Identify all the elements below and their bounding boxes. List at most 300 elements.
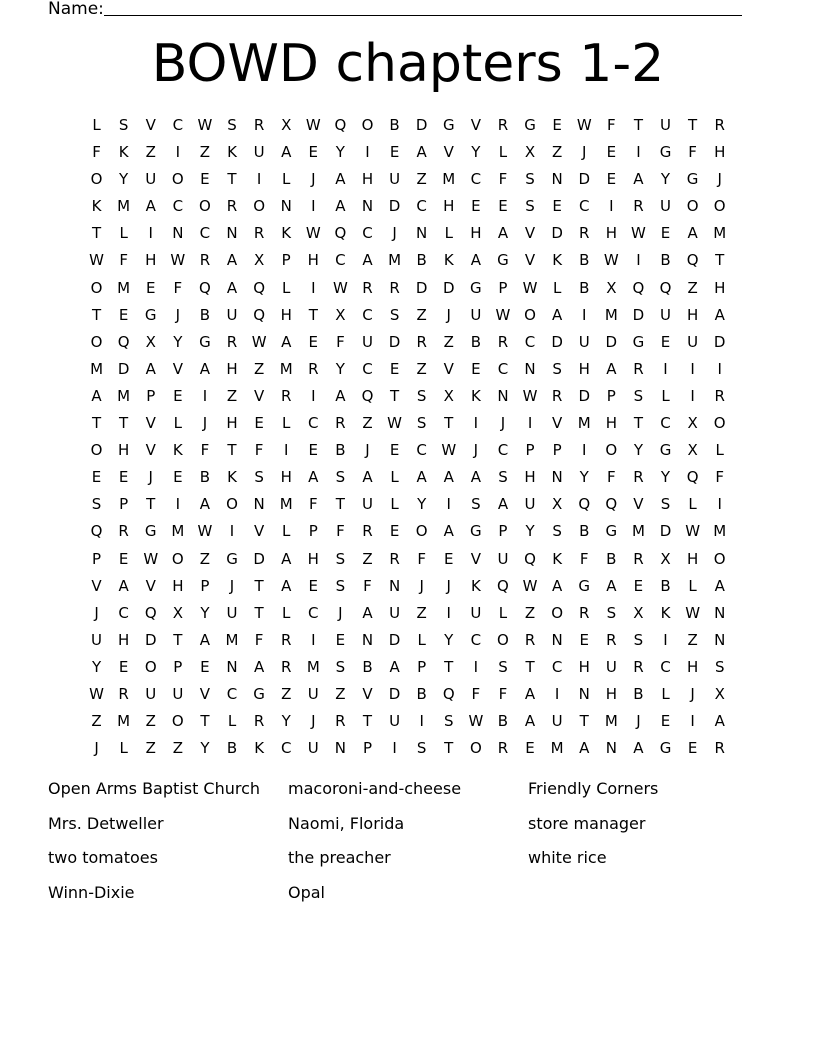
grid-letter[interactable]: A [281,576,292,595]
grid-letter[interactable]: H [280,305,292,324]
grid-letter[interactable]: F [688,143,697,162]
grid-letter[interactable]: K [281,224,292,243]
grid-letter[interactable]: S [633,386,644,405]
grid-letter[interactable]: C [524,332,536,351]
grid-letter[interactable]: C [308,414,319,433]
grid-letter[interactable]: Z [145,143,156,162]
grid-letter[interactable]: H [605,684,617,703]
grid-letter[interactable]: Z [335,684,346,703]
grid-letter[interactable]: V [199,684,211,703]
grid-letter[interactable]: L [661,386,670,405]
grid-letter[interactable]: T [308,305,318,324]
grid-letter[interactable]: L [282,170,291,189]
grid-letter[interactable]: B [389,116,400,134]
grid-letter[interactable]: A [633,739,644,758]
grid-letter[interactable]: K [172,441,183,460]
grid-letter[interactable]: N [524,359,536,378]
grid-letter[interactable]: U [389,170,401,189]
grid-letter[interactable]: D [144,630,157,649]
grid-letter[interactable]: O [90,441,103,460]
grid-letter[interactable]: E [525,739,535,758]
grid-letter[interactable]: G [253,684,265,703]
grid-letter[interactable]: D [632,305,645,324]
grid-letter[interactable]: A [145,359,156,378]
grid-letter[interactable]: U [226,305,238,324]
grid-letter[interactable]: E [687,739,698,758]
grid-letter[interactable]: X [552,495,563,514]
grid-letter[interactable]: I [148,224,153,243]
grid-letter[interactable]: V [524,251,536,270]
grid-letter[interactable]: Z [687,278,698,297]
grid-letter[interactable]: B [660,576,671,595]
grid-letter[interactable]: R [714,739,725,758]
grid-letter[interactable]: U [91,630,103,649]
grid-letter[interactable]: D [659,522,672,541]
grid-letter[interactable]: I [256,170,262,189]
grid-letter[interactable]: O [90,278,103,297]
grid-letter[interactable]: X [687,414,698,433]
grid-letter[interactable]: W [251,332,267,351]
grid-letter[interactable]: A [714,576,725,595]
grid-letter[interactable]: A [145,197,156,216]
grid-letter[interactable]: D [253,549,265,568]
grid-letter[interactable]: C [416,197,427,216]
grid-letter[interactable]: R [633,468,644,487]
grid-letter[interactable]: O [713,197,726,216]
grid-letter[interactable]: I [663,359,668,378]
grid-letter[interactable]: Z [145,739,156,758]
grid-letter[interactable]: H [578,657,590,676]
grid-letter[interactable]: Y [173,332,183,351]
grid-letter[interactable]: N [551,170,563,189]
grid-letter[interactable]: H [714,143,726,162]
grid-letter[interactable]: D [388,197,401,216]
grid-letter[interactable]: L [390,495,399,514]
grid-letter[interactable]: E [633,576,644,595]
grid-letter[interactable]: X [633,603,644,622]
grid-letter[interactable]: C [335,251,346,270]
grid-letter[interactable]: A [362,603,373,622]
grid-letter[interactable]: P [146,386,156,405]
grid-letter[interactable]: T [715,251,725,270]
grid-letter[interactable]: U [389,603,401,622]
grid-letter[interactable]: J [392,224,397,243]
grid-letter[interactable]: V [145,116,156,134]
grid-letter[interactable]: A [714,305,725,324]
grid-letter[interactable]: E [173,468,183,487]
grid-letter[interactable]: R [280,386,292,405]
grid-letter[interactable]: K [552,549,563,568]
grid-letter[interactable]: J [311,712,316,731]
grid-letter[interactable]: B [470,332,481,351]
grid-letter[interactable]: J [419,576,424,595]
grid-letter[interactable]: Q [334,116,347,134]
grid-letter[interactable]: H [118,630,130,649]
grid-letter[interactable]: W [89,251,104,270]
grid-letter[interactable]: R [362,522,373,541]
grid-letter[interactable]: V [362,684,373,703]
grid-letter[interactable]: X [660,549,671,568]
grid-letter[interactable]: C [308,603,319,622]
grid-letter[interactable]: C [660,657,671,676]
grid-letter[interactable]: F [471,684,481,703]
grid-letter[interactable]: S [660,495,671,514]
grid-letter[interactable]: A [470,251,481,270]
grid-letter[interactable]: S [444,712,454,731]
grid-letter[interactable]: U [145,170,157,189]
grid-letter[interactable]: A [226,278,238,297]
grid-letter[interactable]: G [659,441,672,460]
grid-letter[interactable]: G [144,522,157,541]
grid-letter[interactable]: R [714,386,725,405]
grid-letter[interactable]: T [362,712,373,731]
grid-letter[interactable]: F [607,468,616,487]
grid-letter[interactable]: F [119,251,128,270]
grid-letter[interactable]: I [636,251,641,270]
grid-letter[interactable]: B [416,684,427,703]
grid-letter[interactable]: C [362,359,373,378]
grid-letter[interactable]: K [443,251,454,270]
grid-letter[interactable]: P [200,576,210,595]
grid-letter[interactable]: K [227,468,237,487]
grid-letter[interactable]: A [470,468,481,487]
grid-letter[interactable]: S [525,197,535,216]
grid-letter[interactable]: E [200,657,210,676]
grid-letter[interactable]: F [498,684,508,703]
grid-letter[interactable]: T [444,739,454,758]
grid-letter[interactable]: D [415,278,428,297]
grid-letter[interactable]: T [444,657,454,676]
grid-letter[interactable]: H [686,657,699,676]
grid-letter[interactable]: S [254,468,264,487]
grid-letter[interactable]: B [199,468,211,487]
grid-letter[interactable]: J [202,414,208,433]
grid-letter[interactable]: R [497,116,509,134]
grid-letter[interactable]: E [389,359,400,378]
grid-letter[interactable]: L [282,278,291,297]
grid-letter[interactable]: B [579,251,590,270]
grid-letter[interactable]: Q [605,495,618,514]
grid-letter[interactable]: R [335,712,346,731]
grid-letter[interactable]: Z [524,603,536,622]
grid-letter[interactable]: N [226,657,238,676]
grid-letter[interactable]: R [389,278,400,297]
grid-letter[interactable]: O [497,630,509,649]
grid-letter[interactable]: Z [362,414,373,433]
grid-letter[interactable]: H [524,468,536,487]
grid-letter[interactable]: Y [660,468,671,487]
grid-letter[interactable]: I [365,143,370,162]
grid-letter[interactable]: X [281,116,292,134]
grid-letter[interactable]: R [524,630,536,649]
grid-letter[interactable]: Q [497,576,509,595]
grid-letter[interactable]: T [227,170,237,189]
grid-letter[interactable]: G [497,251,509,270]
name-line[interactable] [104,15,742,16]
grid-letter[interactable]: A [226,251,238,270]
grid-letter[interactable]: F [200,441,210,460]
grid-letter[interactable]: U [470,305,482,324]
grid-letter[interactable]: N [172,224,184,243]
grid-letter[interactable]: E [389,143,400,162]
grid-letter[interactable]: Y [471,143,481,162]
grid-letter[interactable]: S [118,116,129,134]
grid-letter[interactable]: S [389,305,400,324]
grid-letter[interactable]: A [524,712,536,731]
grid-letter[interactable]: Y [91,657,102,676]
grid-letter[interactable]: U [551,712,563,731]
grid-letter[interactable]: W [495,305,511,324]
grid-letter[interactable]: B [362,657,373,676]
grid-letter[interactable]: C [470,170,482,189]
grid-letter[interactable]: H [145,251,157,270]
grid-letter[interactable]: W [332,278,348,297]
grid-letter[interactable]: A [606,576,617,595]
grid-letter[interactable]: T [227,441,237,460]
grid-letter[interactable]: R [633,197,644,216]
grid-letter[interactable]: E [118,657,129,676]
grid-letter[interactable]: V [145,441,156,460]
grid-letter[interactable]: M [604,305,618,324]
grid-letter[interactable]: D [388,684,401,703]
grid-letter[interactable]: Q [442,684,455,703]
grid-letter[interactable]: O [199,197,211,216]
grid-letter[interactable]: P [525,441,535,460]
grid-letter[interactable]: W [468,712,484,731]
grid-letter[interactable]: A [199,630,211,649]
grid-letter[interactable]: U [578,332,590,351]
grid-letter[interactable]: B [226,739,238,758]
grid-letter[interactable]: A [362,251,373,270]
grid-letter[interactable]: A [253,657,265,676]
grid-letter[interactable]: H [307,251,319,270]
grid-letter[interactable]: J [473,441,479,460]
grid-letter[interactable]: H [226,414,238,433]
grid-letter[interactable]: A [416,468,427,487]
grid-letter[interactable]: Z [172,739,183,758]
grid-letter[interactable]: K [660,603,671,622]
grid-letter[interactable]: E [173,386,183,405]
grid-letter[interactable]: C [280,739,292,758]
grid-letter[interactable]: A [281,143,292,162]
grid-letter[interactable]: Q [199,278,211,297]
grid-letter[interactable]: W [305,116,321,134]
grid-letter[interactable]: S [227,116,237,134]
grid-letter[interactable]: A [497,495,509,514]
grid-letter[interactable]: R [280,630,292,649]
grid-letter[interactable]: L [552,278,562,297]
grid-letter[interactable]: Z [416,170,427,189]
grid-letter[interactable]: A [281,549,292,568]
grid-letter[interactable]: Q [253,278,266,297]
grid-letter[interactable]: S [91,495,102,514]
grid-letter[interactable]: N [497,386,509,405]
grid-letter[interactable]: B [579,522,590,541]
grid-letter[interactable]: W [387,414,402,433]
grid-letter[interactable]: R [714,116,725,134]
grid-letter[interactable]: T [389,386,400,405]
grid-letter[interactable]: Z [199,549,211,568]
grid-letter[interactable]: A [552,305,563,324]
grid-letter[interactable]: Y [200,739,210,758]
grid-letter[interactable]: I [392,739,397,758]
grid-letter[interactable]: E [471,359,481,378]
grid-letter[interactable]: L [92,116,101,134]
grid-letter[interactable]: R [253,712,265,731]
grid-letter[interactable]: L [498,603,508,622]
grid-letter[interactable]: A [335,386,346,405]
grid-letter[interactable]: U [361,495,373,514]
grid-letter[interactable]: J [582,143,587,162]
grid-letter[interactable]: Q [117,332,130,351]
grid-letter[interactable]: K [254,739,265,758]
grid-letter[interactable]: Z [253,359,265,378]
grid-letter[interactable]: A [443,522,454,541]
grid-letter[interactable]: A [416,143,427,162]
grid-letter[interactable]: W [576,116,592,134]
grid-letter[interactable]: T [91,414,102,433]
grid-letter[interactable]: A [335,170,346,189]
grid-letter[interactable]: V [470,116,481,134]
grid-letter[interactable]: C [199,224,211,243]
grid-letter[interactable]: E [389,441,400,460]
grid-letter[interactable]: G [686,170,699,189]
grid-letter[interactable]: L [661,684,670,703]
grid-letter[interactable]: C [226,684,238,703]
grid-letter[interactable]: H [118,441,130,460]
grid-letter[interactable]: S [606,603,617,622]
grid-letter[interactable]: L [282,414,291,433]
grid-letter[interactable]: H [226,359,238,378]
grid-letter[interactable]: E [118,468,129,487]
grid-letter[interactable]: U [253,143,265,162]
grid-letter[interactable]: M [117,386,131,405]
grid-letter[interactable]: E [606,143,617,162]
grid-letter[interactable]: V [633,495,644,514]
grid-letter[interactable]: Q [334,224,347,243]
grid-letter[interactable]: J [229,576,235,595]
grid-letter[interactable]: O [171,170,184,189]
grid-letter[interactable]: S [633,630,644,649]
grid-letter[interactable]: L [688,576,697,595]
grid-letter[interactable]: K [470,386,481,405]
grid-letter[interactable]: S [552,522,562,541]
grid-letter[interactable]: A [687,224,698,243]
grid-letter[interactable]: N [361,197,374,216]
grid-letter[interactable]: E [660,712,671,731]
grid-letter[interactable]: T [91,305,102,324]
grid-letter[interactable]: F [92,143,101,162]
grid-letter[interactable]: L [498,143,508,162]
grid-letter[interactable]: E [579,630,589,649]
grid-letter[interactable]: J [500,414,506,433]
grid-letter[interactable]: F [607,116,616,134]
grid-letter[interactable]: S [335,468,346,487]
grid-letter[interactable]: V [443,143,454,162]
grid-letter[interactable]: W [170,251,186,270]
grid-letter[interactable]: F [363,576,372,595]
grid-letter[interactable]: I [690,359,695,378]
grid-letter[interactable]: L [119,739,128,758]
grid-letter[interactable]: L [282,522,291,541]
grid-letter[interactable]: M [713,224,727,243]
grid-letter[interactable]: W [603,251,619,270]
grid-letter[interactable]: A [362,468,373,487]
grid-letter[interactable]: B [199,305,211,324]
grid-letter[interactable]: O [90,332,103,351]
grid-letter[interactable]: F [417,549,426,568]
grid-letter[interactable]: B [579,278,590,297]
grid-letter[interactable]: I [473,657,479,676]
grid-letter[interactable]: U [660,197,671,216]
grid-letter[interactable]: U [145,684,157,703]
grid-letter[interactable]: C [497,441,509,460]
grid-letter[interactable]: W [685,603,701,622]
grid-letter[interactable]: E [660,224,671,243]
grid-letter[interactable]: L [227,712,237,731]
grid-letter[interactable]: R [551,386,563,405]
grid-letter[interactable]: X [172,603,183,622]
grid-letter[interactable]: R [633,657,644,676]
grid-letter[interactable]: R [389,549,400,568]
grid-letter[interactable]: U [307,739,319,758]
grid-letter[interactable]: Q [90,522,103,541]
grid-letter[interactable]: I [175,143,181,162]
grid-letter[interactable]: O [253,197,266,216]
grid-letter[interactable]: Z [281,684,292,703]
grid-letter[interactable]: A [524,684,536,703]
grid-letter[interactable]: Y [281,712,291,731]
grid-letter[interactable]: E [471,197,481,216]
grid-letter[interactable]: J [636,712,641,731]
grid-letter[interactable]: Y [335,359,345,378]
grid-letter[interactable]: O [90,170,103,189]
grid-letter[interactable]: J [446,576,451,595]
grid-letter[interactable]: G [659,143,672,162]
grid-letter[interactable]: C [497,359,509,378]
grid-letter[interactable]: M [279,495,293,514]
grid-letter[interactable]: G [578,576,591,595]
grid-letter[interactable]: O [415,522,428,541]
grid-letter[interactable]: J [446,305,451,324]
grid-letter[interactable]: W [197,522,213,541]
grid-letter[interactable]: Y [444,630,454,649]
grid-letter[interactable]: O [171,712,184,731]
grid-letter[interactable]: M [171,522,185,541]
grid-letter[interactable]: N [551,630,563,649]
grid-letter[interactable]: A [579,739,590,758]
grid-letter[interactable]: W [441,441,457,460]
grid-letter[interactable]: I [690,386,695,405]
grid-letter[interactable]: R [253,224,265,243]
grid-letter[interactable]: R [579,603,590,622]
grid-letter[interactable]: R [633,549,644,568]
grid-letter[interactable]: G [659,739,672,758]
grid-letter[interactable]: V [145,414,156,433]
grid-letter[interactable]: E [254,414,264,433]
grid-letter[interactable]: U [687,332,699,351]
grid-letter[interactable]: I [202,386,208,405]
grid-letter[interactable]: O [226,495,238,514]
grid-letter[interactable]: M [279,359,293,378]
grid-letter[interactable]: R [362,278,373,297]
grid-letter[interactable]: O [686,197,699,216]
grid-letter[interactable]: H [714,278,726,297]
grid-letter[interactable]: F [715,468,725,487]
grid-letter[interactable]: S [498,468,508,487]
grid-letter[interactable]: O [144,657,157,676]
grid-letter[interactable]: R [633,359,644,378]
